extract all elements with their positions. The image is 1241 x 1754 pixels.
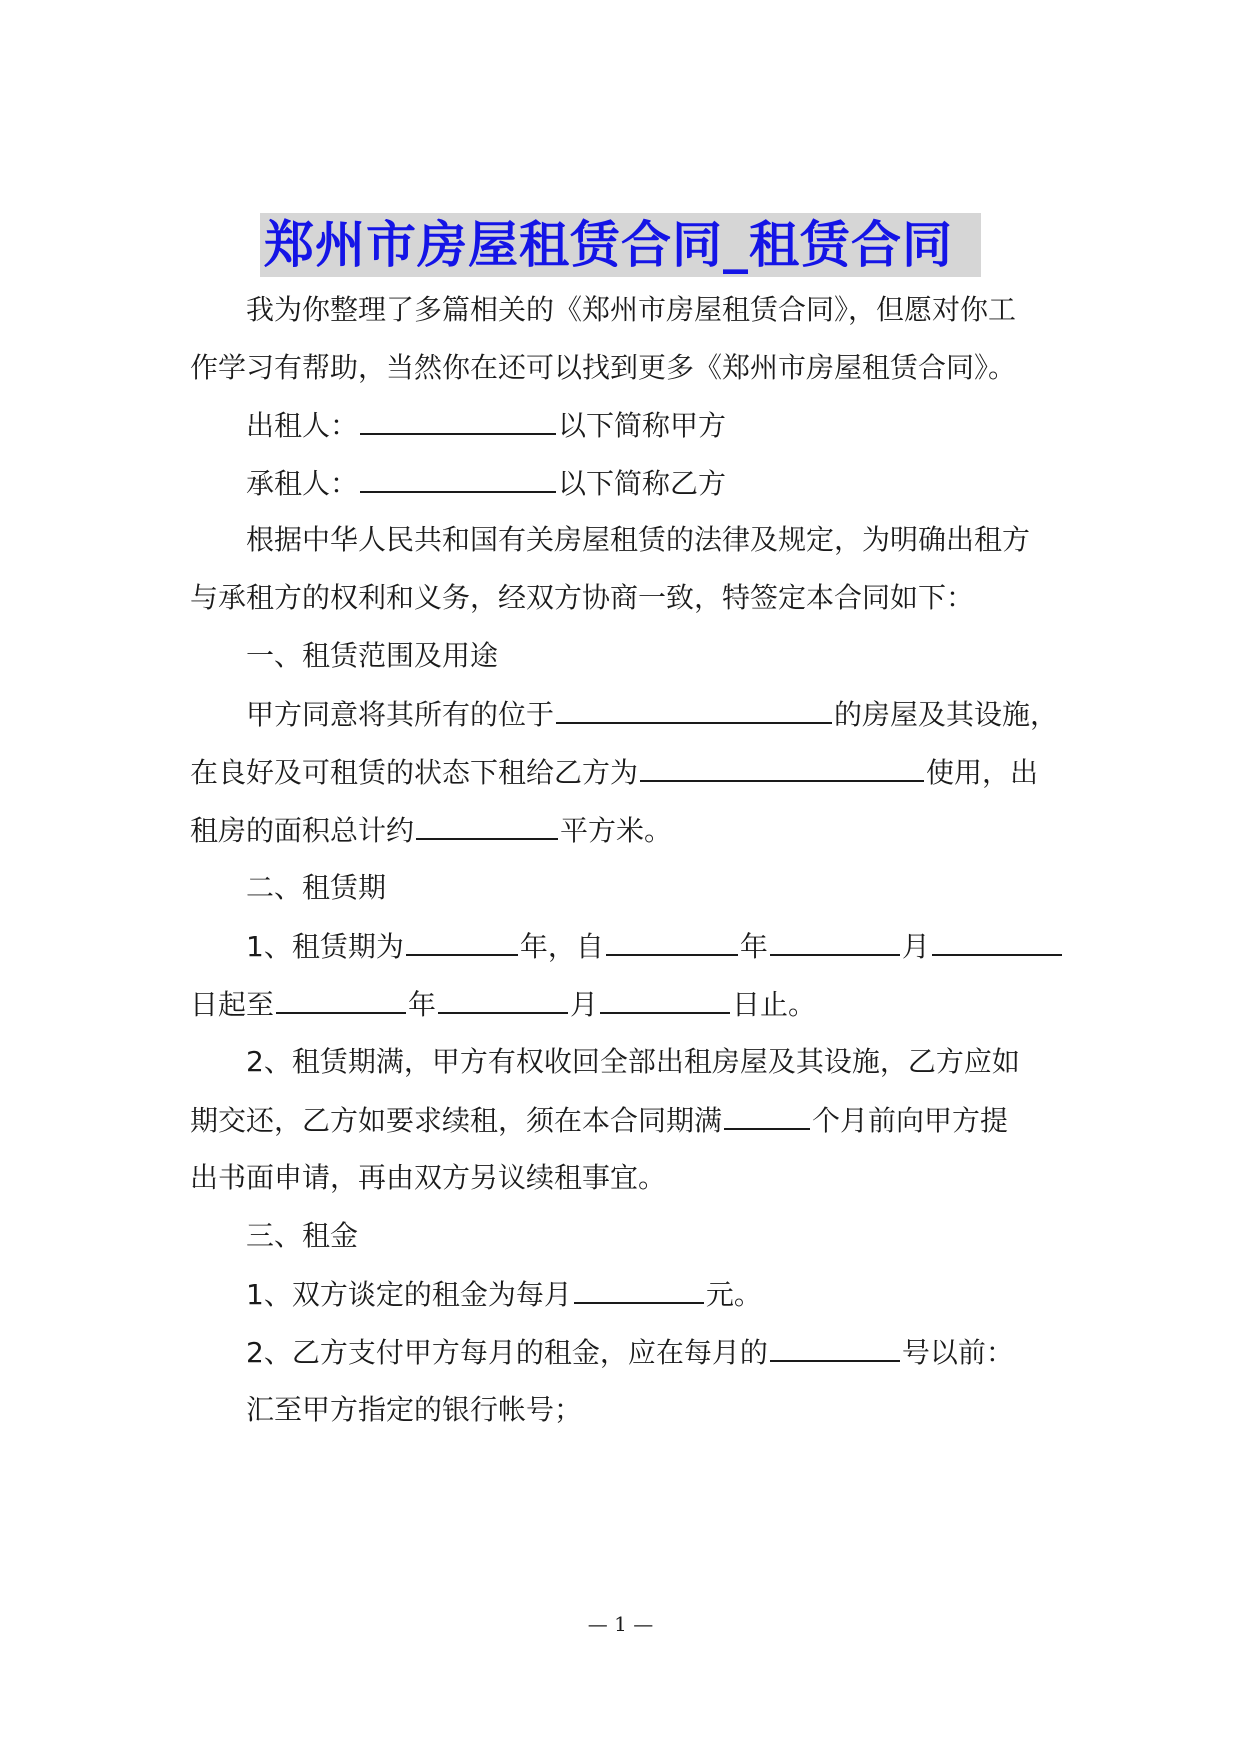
clause-text: 、双方谈定的租金为每月 xyxy=(263,1278,572,1311)
lessor-suffix: 以下简称甲方 xyxy=(558,409,727,442)
basis-line-1: 根据中华人民共和国有关房屋租赁的法律及规定，为明确出租方 xyxy=(246,523,1031,556)
start-month-blank[interactable] xyxy=(770,926,900,956)
clause-text: 、租赁期满，甲方有权收回全部出租房屋及其设施，乙方应如 xyxy=(263,1045,1020,1078)
term-years-blank[interactable] xyxy=(406,926,518,956)
section-1-line-2 xyxy=(0,752,1241,793)
clause-text: 号以前： xyxy=(901,1336,1014,1369)
lessee-suffix: 以下简称乙方 xyxy=(558,467,727,500)
section-1-line-1 xyxy=(0,694,1241,735)
clause-number: 1 xyxy=(246,930,264,963)
clause-text: 日起至 xyxy=(190,988,275,1021)
page-number: — 1 — xyxy=(587,1612,654,1636)
intro-line-1: 我为你整理了多篇相关的《郑州市房屋租赁合同》，但愿对你工 xyxy=(246,293,1017,326)
clause-text: 年 xyxy=(739,930,768,963)
lessee-label: 承租人： xyxy=(246,467,359,500)
section-2-clause-2-line-1 xyxy=(0,1042,1241,1082)
clause-text: 日止。 xyxy=(732,988,817,1021)
clause-text: 个月前向甲方提 xyxy=(812,1104,1009,1137)
clause-text: 元。 xyxy=(705,1278,762,1311)
clause-number: 2 xyxy=(246,1045,264,1078)
lessee-line xyxy=(0,463,1241,504)
payment-day-blank[interactable] xyxy=(770,1332,900,1362)
section-2-clause-2-line-3: 出书面申请，再由双方另议续租事宜。 xyxy=(190,1161,667,1194)
intro-line-2: 作学习有帮助，当然你在还可以找到更多《郑州市房屋租赁合同》。 xyxy=(190,351,1017,384)
clause-text: 期交还，乙方如要求续租，须在本合同期满 xyxy=(190,1104,723,1137)
clause-text: 月 xyxy=(901,930,930,963)
section-2-clause-1-line-2 xyxy=(0,984,1241,1025)
clause-text: 年 xyxy=(408,988,437,1021)
section-1-text: 在良好及可租赁的状态下租给乙方为 xyxy=(190,756,639,789)
clause-number: 2 xyxy=(246,1336,264,1369)
section-1-line-3 xyxy=(0,810,1241,851)
section-3-clause-2 xyxy=(0,1332,1241,1373)
location-blank[interactable] xyxy=(556,694,832,724)
monthly-rent-blank[interactable] xyxy=(574,1274,704,1304)
clause-text: 、乙方支付甲方每月的租金，应在每月的 xyxy=(263,1336,768,1369)
section-3-heading: 三、租金 xyxy=(246,1219,359,1252)
start-day-blank[interactable] xyxy=(932,926,1062,956)
section-1-text: 甲方同意将其所有的位于 xyxy=(246,698,555,731)
lessor-label: 出租人： xyxy=(246,409,359,442)
section-3-clause-3: 汇至甲方指定的银行帐号； xyxy=(246,1393,583,1426)
lessor-line xyxy=(0,405,1241,446)
end-year-blank[interactable] xyxy=(276,984,406,1014)
area-blank[interactable] xyxy=(416,810,558,840)
section-2-clause-1-line-1 xyxy=(0,926,1241,967)
clause-text: 年，自 xyxy=(519,930,604,963)
end-day-blank[interactable] xyxy=(600,984,730,1014)
end-month-blank[interactable] xyxy=(438,984,568,1014)
clause-number: 1 xyxy=(246,1278,264,1311)
usage-blank[interactable] xyxy=(640,752,924,782)
basis-line-2: 与承租方的权利和义务，经双方协商一致，特签定本合同如下： xyxy=(190,581,975,614)
start-year-blank[interactable] xyxy=(606,926,738,956)
lessor-blank[interactable] xyxy=(360,405,556,435)
renewal-months-blank[interactable] xyxy=(724,1100,810,1130)
section-1-heading: 一、租赁范围及用途 xyxy=(246,639,499,672)
section-3-clause-1 xyxy=(0,1274,1241,1315)
document-title: 郑州市房屋租赁合同_租赁合同 xyxy=(260,213,981,277)
clause-text: 月 xyxy=(570,988,599,1021)
section-2-clause-2-line-2 xyxy=(0,1100,1241,1141)
section-1-text: 使用，出 xyxy=(926,756,1039,789)
section-1-text: 平方米。 xyxy=(560,814,673,847)
section-1-text: 租房的面积总计约 xyxy=(190,814,415,847)
title-container xyxy=(0,213,1241,277)
section-2-heading: 二、租赁期 xyxy=(246,871,387,904)
clause-text: 、租赁期为 xyxy=(263,930,404,963)
lessee-blank[interactable] xyxy=(360,463,556,493)
section-1-text: 的房屋及其设施， xyxy=(834,698,1059,731)
